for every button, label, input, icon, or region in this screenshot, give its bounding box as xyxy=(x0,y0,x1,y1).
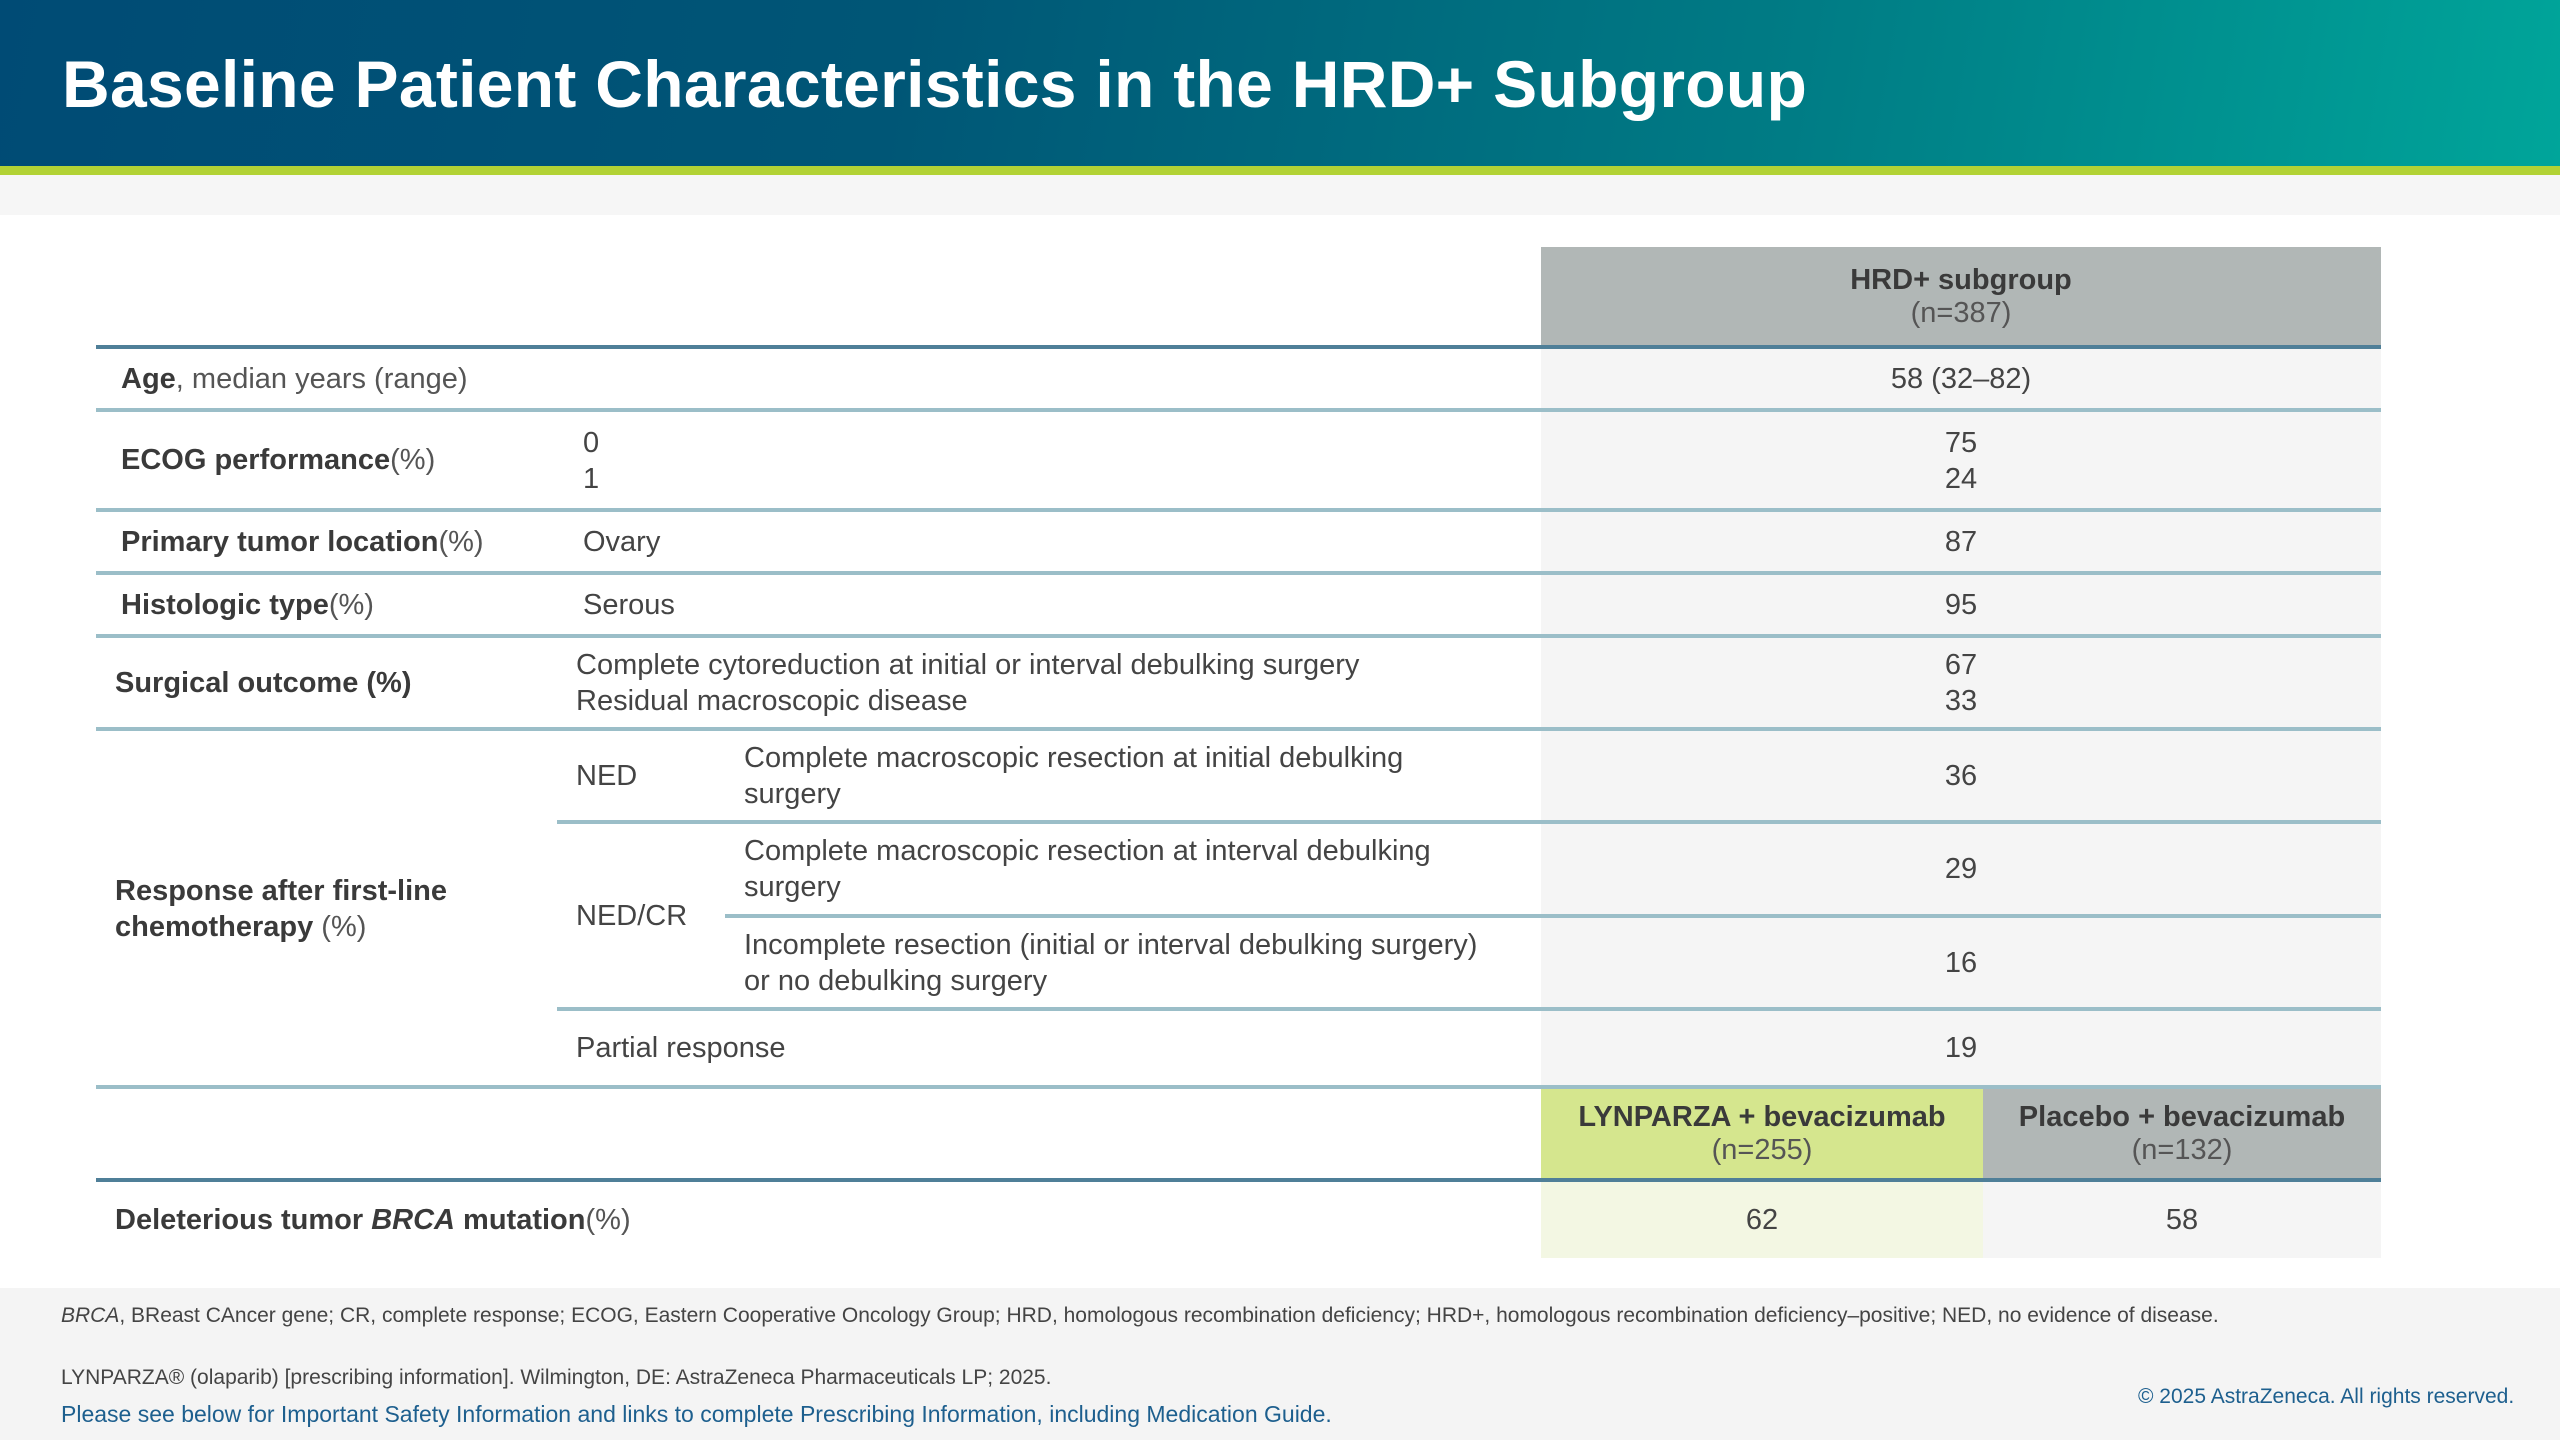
row-label-surgical: Surgical outcome (%) xyxy=(115,666,412,699)
reference: LYNPARZA® (olaparib) [prescribing information]. Wilmington, DE: AstraZeneca Pharmaceuticals LP; 2025. xyxy=(61,1366,1052,1389)
value-age: 58 (32–82) xyxy=(1890,363,2032,395)
nedcr-detail-incomplete: Incomplete resection (initial or interval debulking surgery) or no debulking surgery xyxy=(744,929,1478,997)
row-label-brca: Deleterious tumor BRCA mutation (%) xyxy=(115,1203,631,1236)
page-title: Baseline Patient Characteristics in the HRD+ Subgroup xyxy=(62,47,1808,121)
value-histologic: 95 xyxy=(1944,588,1978,621)
lynparza-arm-header: LYNPARZA + bevacizumab (n=255) xyxy=(1541,1089,1983,1179)
value-ned: 36 xyxy=(1944,759,1978,792)
row-label-response: Response after first-line chemotherapy (%) xyxy=(115,875,447,943)
hrd-header-title: HRD+ subgroup xyxy=(1850,263,2072,296)
accent-bar xyxy=(0,166,2560,175)
tumor-location: Ovary xyxy=(583,525,661,558)
surgical-outcomes: Complete cytoreduction at initial or interval debulking surgery Residual macroscopic disease xyxy=(576,649,1360,717)
value-brca-lynparza: 62 xyxy=(1745,1203,1779,1236)
ecog-scores: 0 1 xyxy=(583,426,600,495)
value-brca-placebo: 58 xyxy=(2165,1203,2199,1236)
value-nedcr-interval: 29 xyxy=(1944,852,1978,885)
safety-information-link[interactable]: Please see below for Important Safety Information and links to complete Prescribing Information, including Medication Guide. xyxy=(61,1401,1332,1427)
value-tumor: 87 xyxy=(1944,525,1978,558)
row-label-age: Age , median years (range) xyxy=(121,363,468,395)
nedcr-group: NED/CR xyxy=(576,899,688,932)
footer xyxy=(0,1288,2560,1440)
partial-response: Partial response xyxy=(576,1032,786,1064)
sub-band xyxy=(0,175,2560,215)
copyright: © 2025 AstraZeneca. All rights reserved. xyxy=(2138,1385,2515,1408)
value-ecog: 75 24 xyxy=(1944,426,1978,495)
value-surgical: 67 33 xyxy=(1944,649,1978,717)
histologic-type: Serous xyxy=(583,588,675,621)
row-label-tumor: Primary tumor location (%) xyxy=(121,525,484,558)
row-label-histologic: Histologic type (%) xyxy=(121,588,374,621)
title-banner xyxy=(0,0,2560,166)
ned-group: NED xyxy=(576,759,638,792)
row-label-ecog: ECOG performance (%) xyxy=(121,444,436,476)
nedcr-detail-interval: Complete macroscopic resection at interval debulking surgery xyxy=(744,835,1431,903)
placebo-arm-header: Placebo + bevacizumab (n=132) xyxy=(1983,1089,2381,1179)
value-nedcr-incomplete: 16 xyxy=(1944,946,1978,979)
hrd-header-n: (n=387) xyxy=(1910,296,2012,329)
value-partial: 19 xyxy=(1944,1032,1978,1064)
ned-detail: Complete macroscopic resection at initial debulking surgery xyxy=(744,742,1404,810)
abbreviations: BRCA, BReast CAncer gene; CR, complete response; ECOG, Eastern Cooperative Oncology Group; HRD, homologous recombination deficiency; HRD+, homologous recombination deficiency–positive; NED, no evidence of disease. xyxy=(61,1304,2219,1327)
hrd-subgroup-header xyxy=(1541,247,2381,346)
